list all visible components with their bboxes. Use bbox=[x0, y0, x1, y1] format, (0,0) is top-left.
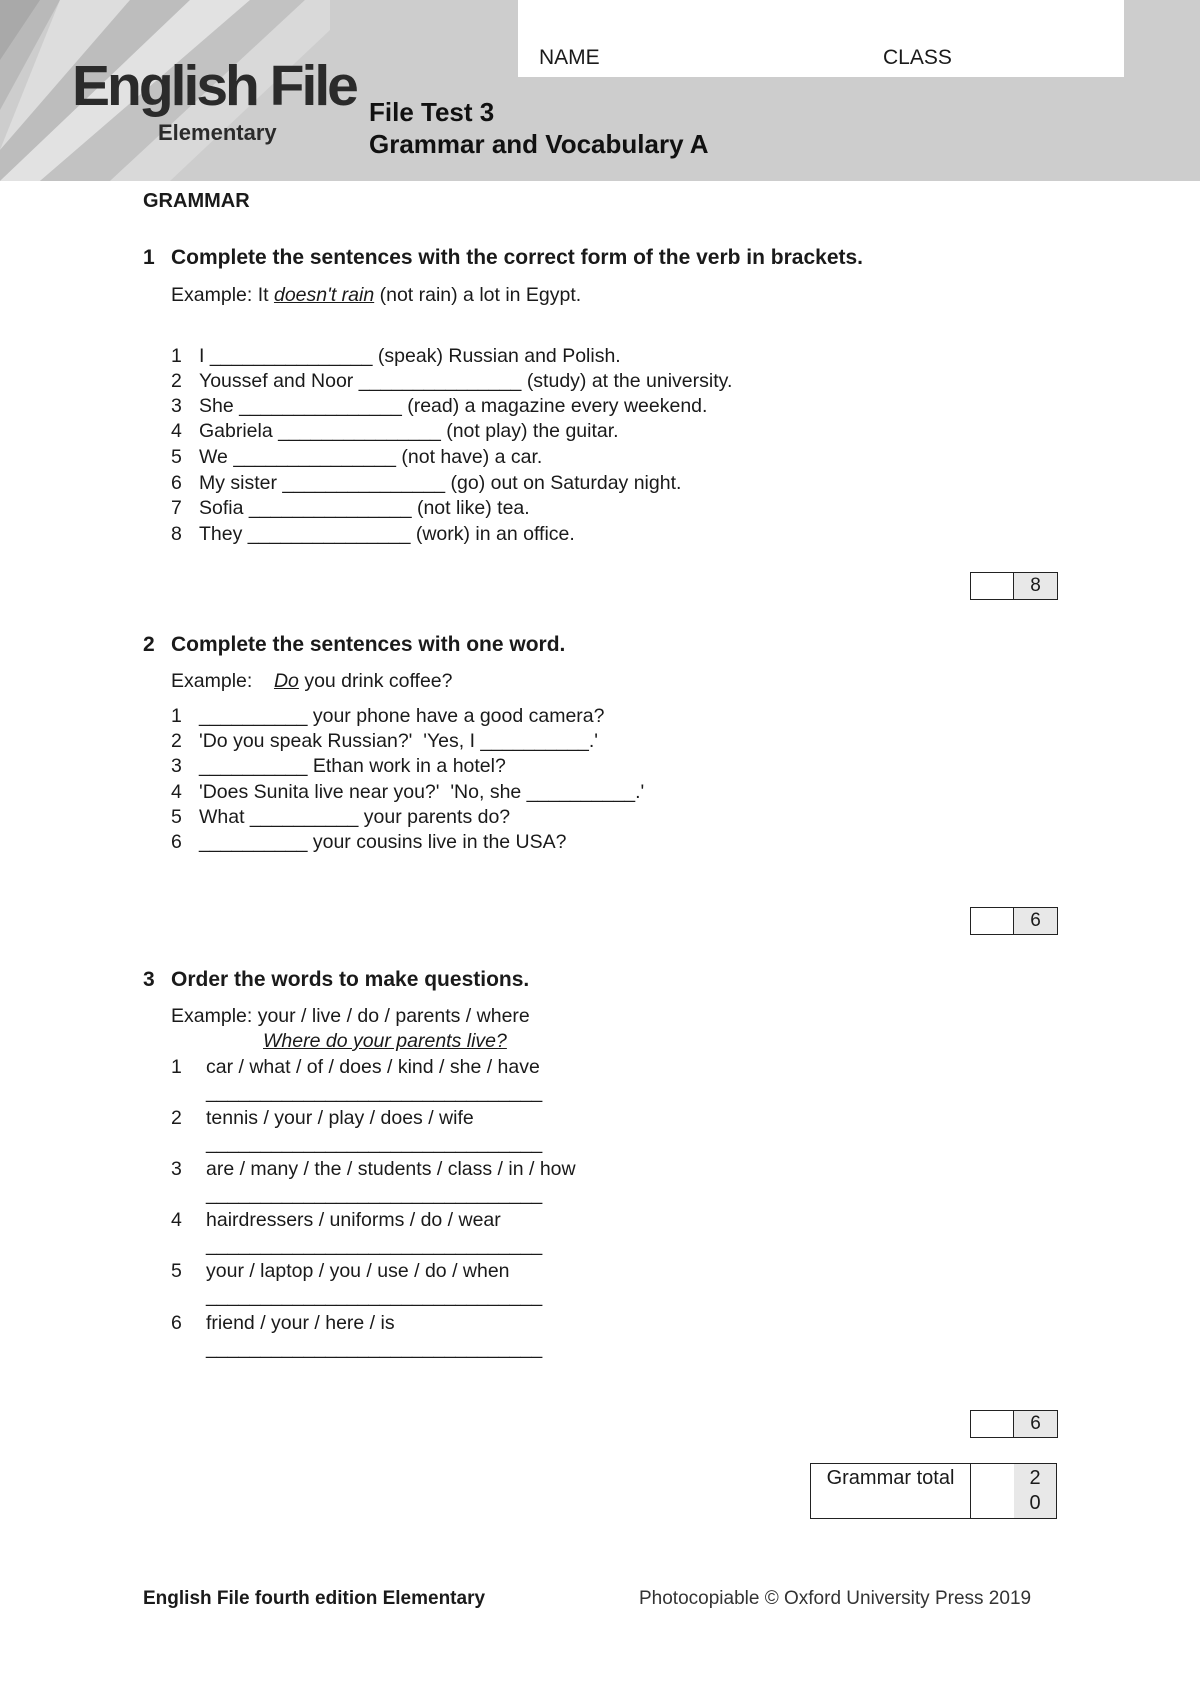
item-number: 1 bbox=[171, 1056, 182, 1078]
question-3-instruction bbox=[143, 968, 529, 992]
item-text: hairdressers / uniforms / do / wear bbox=[206, 1209, 501, 1231]
item-text: your / laptop / you / use / do / when bbox=[206, 1260, 510, 1282]
item-number: 4 bbox=[171, 1209, 182, 1231]
question-2-example bbox=[171, 672, 452, 692]
answer-line[interactable]: _______________________________ bbox=[206, 1132, 543, 1154]
question-number: 2 bbox=[143, 633, 155, 656]
item-number: 1 bbox=[171, 705, 182, 727]
item-number: 6 bbox=[171, 831, 182, 853]
score-box-q2[interactable] bbox=[970, 907, 1058, 935]
instruction-text: Order the words to make questions. bbox=[171, 968, 530, 991]
item-text: Gabriela _______________ (not play) the guitar. bbox=[199, 420, 619, 442]
grammar-total-label: Grammar total bbox=[811, 1464, 971, 1518]
item-text: friend / your / here / is bbox=[206, 1312, 395, 1334]
item-number: 2 bbox=[171, 370, 182, 392]
grammar-total-max bbox=[1014, 1464, 1056, 1518]
item-text: __________ your cousins live in the USA? bbox=[199, 831, 567, 853]
example-prefix: Example: bbox=[171, 670, 274, 692]
item-number: 7 bbox=[171, 497, 182, 519]
item-number: 5 bbox=[171, 1260, 182, 1282]
score-max: 8 bbox=[1013, 573, 1057, 599]
grammar-total-score-cell[interactable] bbox=[971, 1464, 1015, 1518]
example-prefix: Example: It bbox=[171, 284, 274, 306]
item-text: We _______________ (not have) a car. bbox=[199, 446, 543, 468]
grammar-total-box[interactable] bbox=[810, 1463, 1057, 1519]
answer-line[interactable]: _______________________________ bbox=[206, 1285, 543, 1307]
item-number: 4 bbox=[171, 420, 182, 442]
item-text: Youssef and Noor _______________ (study) at the university. bbox=[199, 370, 733, 392]
item-number: 4 bbox=[171, 781, 182, 803]
item-number: 2 bbox=[171, 1107, 182, 1129]
item-number: 6 bbox=[171, 1312, 182, 1334]
question-2-instruction bbox=[143, 633, 565, 657]
score-max: 6 bbox=[1013, 908, 1057, 934]
score-max: 6 bbox=[1013, 1411, 1057, 1437]
item-text: tennis / your / play / does / wife bbox=[206, 1107, 474, 1129]
footer-copyright: Photocopiable © Oxford University Press 2019 bbox=[639, 1588, 1032, 1609]
item-number: 6 bbox=[171, 472, 182, 494]
item-number: 3 bbox=[171, 755, 182, 777]
page-header bbox=[0, 0, 1200, 181]
item-text: 'Does Sunita live near you?' 'No, she __________.' bbox=[199, 781, 645, 803]
question-3-example-answer: Where do your parents live? bbox=[263, 1030, 507, 1052]
answer-line[interactable]: _______________________________ bbox=[206, 1337, 543, 1359]
item-text: are / many / the / students / class / in / how bbox=[206, 1158, 576, 1180]
name-label: NAME bbox=[539, 46, 600, 69]
example-suffix: you drink coffee? bbox=[298, 670, 453, 692]
logo-subtitle: Elementary bbox=[158, 120, 277, 145]
item-text: __________ your phone have a good camera? bbox=[199, 705, 605, 727]
item-number: 3 bbox=[171, 1158, 182, 1180]
class-label: CLASS bbox=[883, 46, 952, 69]
test-subtitle: Grammar and Vocabulary A bbox=[369, 129, 709, 159]
score-box-q3[interactable] bbox=[970, 1410, 1058, 1438]
item-text: She _______________ (read) a magazine every weekend. bbox=[199, 395, 708, 417]
item-text: car / what / of / does / kind / she / have bbox=[206, 1056, 540, 1078]
score-box-q1[interactable] bbox=[970, 572, 1058, 600]
footer-edition: English File fourth edition Elementary bbox=[143, 1588, 486, 1609]
instruction-text: Complete the sentences with one word. bbox=[171, 633, 566, 656]
item-number: 3 bbox=[171, 395, 182, 417]
item-number: 8 bbox=[171, 523, 182, 545]
logo-title: English File bbox=[72, 54, 356, 118]
instruction-text: Complete the sentences with the correct form of the verb in brackets. bbox=[171, 246, 864, 269]
grammar-total-max-digit: 2 bbox=[1029, 1467, 1041, 1489]
answer-line[interactable]: _______________________________ bbox=[206, 1183, 543, 1205]
item-number: 1 bbox=[171, 345, 182, 367]
item-text: 'Do you speak Russian?' 'Yes, I __________.' bbox=[199, 730, 599, 752]
item-text: I _______________ (speak) Russian and Polish. bbox=[199, 345, 621, 367]
grammar-total-max-digit: 0 bbox=[1029, 1492, 1041, 1514]
example-answer: Do bbox=[273, 670, 299, 692]
item-text: __________ Ethan work in a hotel? bbox=[199, 755, 506, 777]
name-class-box bbox=[518, 0, 1124, 77]
item-text: They _______________ (work) in an office. bbox=[199, 523, 575, 545]
example-suffix: (not rain) a lot in Egypt. bbox=[374, 284, 582, 306]
question-1-example bbox=[171, 286, 581, 306]
example-answer: doesn't rain bbox=[273, 284, 375, 306]
section-heading: GRAMMAR bbox=[143, 190, 250, 212]
item-number: 5 bbox=[171, 806, 182, 828]
test-title: File Test 3 bbox=[369, 97, 495, 127]
question-3-example: Example: your / live / do / parents / where bbox=[171, 1005, 530, 1027]
item-number: 2 bbox=[171, 730, 182, 752]
answer-line[interactable]: _______________________________ bbox=[206, 1081, 543, 1103]
question-number: 1 bbox=[143, 246, 155, 269]
item-text: Sofia _______________ (not like) tea. bbox=[199, 497, 530, 519]
answer-line[interactable]: _______________________________ bbox=[206, 1234, 543, 1256]
item-text: My sister _______________ (go) out on Saturday night. bbox=[199, 472, 682, 494]
item-number: 5 bbox=[171, 446, 182, 468]
question-number: 3 bbox=[143, 968, 155, 991]
question-1-instruction bbox=[143, 246, 863, 270]
item-text: What __________ your parents do? bbox=[199, 806, 511, 828]
